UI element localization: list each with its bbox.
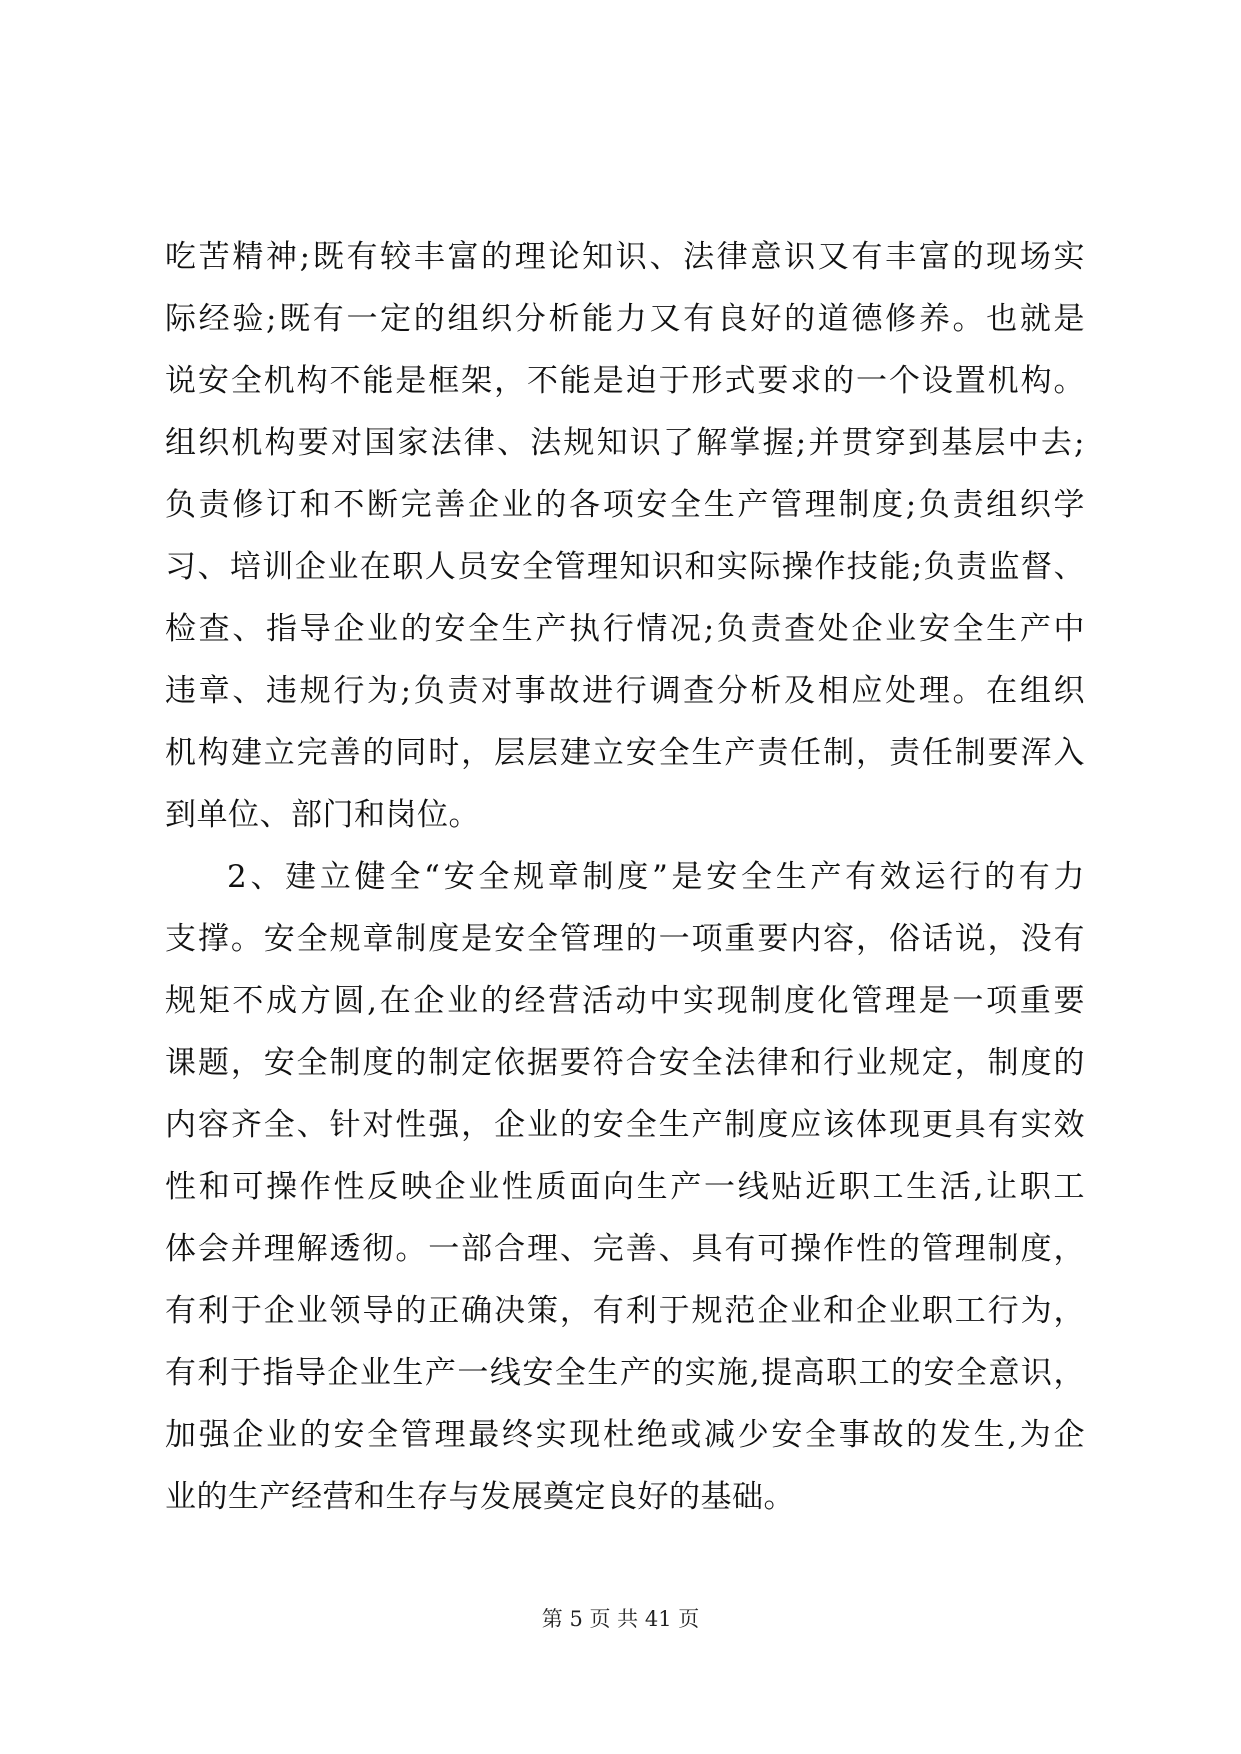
text-line: 加强企业的安全管理最终实现杜绝或减少安全事故的发生,为企 (165, 1417, 1085, 1453)
text-line: 际经验;既有一定的组织分析能力又有良好的道德修养。也就是 (165, 301, 1085, 337)
text-line: 机构建立完善的同时，层层建立安全生产责任制，责任制要浑入 (165, 735, 1085, 771)
page-number-footer: 第 5 页 共 41 页 (541, 1607, 700, 1631)
text-line: 负责修订和不断完善企业的各项安全生产管理制度;负责组织学 (165, 487, 1085, 523)
text-line: 性和可操作性反映企业性质面向生产一线贴近职工生活,让职工 (165, 1169, 1085, 1205)
text-line: 吃苦精神;既有较丰富的理论知识、法律意识又有丰富的现场实 (165, 239, 1085, 275)
text-line: 检查、指导企业的安全生产执行情况;负责查处企业安全生产中 (165, 611, 1085, 647)
text-line: 课题，安全制度的制定依据要符合安全法律和行业规定，制度的 (165, 1045, 1085, 1081)
text-line: 业的生产经营和生存与发展奠定良好的基础。 (165, 1479, 795, 1515)
text-line: 习、培训企业在职人员安全管理知识和实际操作技能;负责监督、 (165, 549, 1085, 585)
text-line: 到单位、部门和岗位。 (165, 797, 480, 833)
body-text (165, 226, 1085, 1528)
text-line: 支撑。安全规章制度是安全管理的一项重要内容，俗话说，没有 (165, 921, 1085, 957)
text-line: 组织机构要对国家法律、法规知识了解掌握;并贯穿到基层中去; (165, 425, 1085, 461)
text-line: 体会并理解透彻。一部合理、完善、具有可操作性的管理制度， (165, 1231, 1085, 1267)
text-line: 有利于指导企业生产一线安全生产的实施,提高职工的安全意识， (165, 1355, 1085, 1391)
text-line: 违章、违规行为;负责对事故进行调查分析及相应处理。在组织 (165, 673, 1085, 709)
text-line: 内容齐全、针对性强，企业的安全生产制度应该体现更具有实效 (165, 1107, 1085, 1143)
text-line: 说安全机构不能是框架，不能是迫于形式要求的一个设置机构。 (165, 363, 1085, 399)
text-line: 规矩不成方圆,在企业的经营活动中实现制度化管理是一项重要 (165, 983, 1085, 1019)
paragraph-start-line: 2、建立健全“安全规章制度”是安全生产有效运行的有力 (227, 859, 1085, 895)
text-line: 有利于企业领导的正确决策，有利于规范企业和企业职工行为， (165, 1293, 1085, 1329)
